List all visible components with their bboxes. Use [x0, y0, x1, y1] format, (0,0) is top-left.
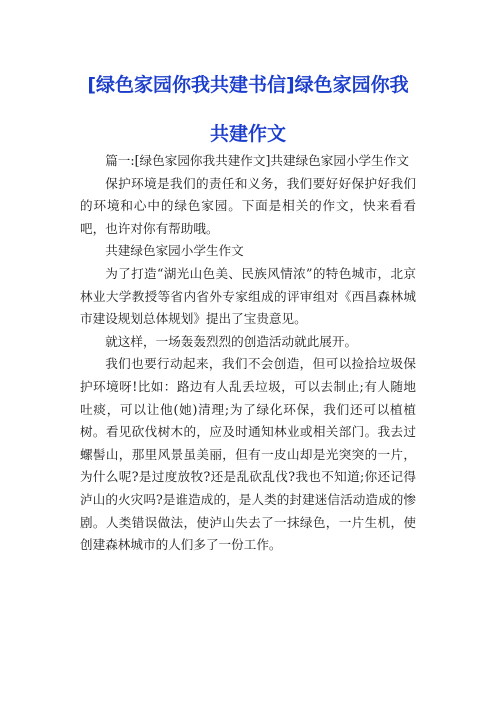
paragraph-section-heading: 篇一:[绿色家园你我共建作文]共建绿色家园小学生作文 [105, 153, 409, 168]
document-title-line-2: 共建作文 [209, 123, 286, 145]
document-body [80, 150, 416, 557]
paragraph: 我们也要行动起来，我们不会创造，但可以捡拾垃圾保护环境呀!比如：路边有人乱丢垃圾，可以去制止;有人随地吐痰，可以让他(她)清理;为了绿化环保，我们还可以植植树。看见砍伐树木的，应及时通知林业或相关部门。我去过螺髻山，那里风景虽美丽，但有一皮山却是光突突的一片，为什么呢?是过度放牧?还是乱砍乱伐?我也不知道;你还记得泸山的火灾吗?是谁造成的，是人类的封建迷信活动造成的惨剧。人类错误做法，使泸山失去了一抹绿色，一片生机，使创建森林城市的人们多了一份工作。 [80, 356, 416, 553]
paragraph-intro: 保护环境是我们的责任和义务，我们要好好保护好我们的环境和心中的绿色家园。下面是相关的作文，快来看看吧，也许对你有帮助哦。 [80, 175, 416, 236]
paragraph: 为了打造“湖光山色美、民族风情浓”的特色城市，北京林业大学教授等省内省外专家组成的评审组对《西昌森林城市建设规划总体规划》提出了宝贵意见。 [80, 265, 416, 327]
paragraph-essay-title: 共建绿色家园小学生作文 [105, 243, 244, 259]
paragraph: 就这样，一场轰轰烈烈的创造活动就此展开。 [105, 333, 358, 349]
document-title-line-1: [绿色家园你我共建书信]绿色家园你我 [87, 74, 409, 96]
